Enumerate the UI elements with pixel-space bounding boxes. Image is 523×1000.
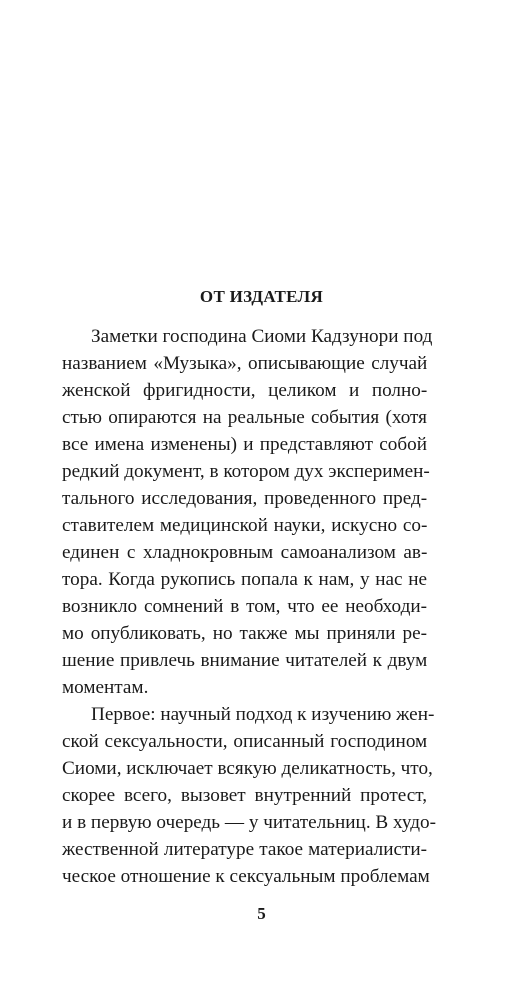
text-line: женской фригидности, целиком и полно- (62, 380, 428, 401)
text-line: тального исследования, проведенного пред- (62, 488, 428, 509)
text-line: шение привлечь внимание читателей к двум (62, 650, 428, 671)
text-line: все имена изменены) и представляют собой (62, 434, 427, 455)
text-line: скорее всего, вызовет внутренний протест, (62, 785, 427, 806)
text-line: тора. Когда рукопись попала к нам, у нас не (62, 569, 427, 590)
text-line: жественной литературе такое материалисти- (62, 839, 428, 860)
text-line: стью опираются на реальные события (хотя (62, 407, 427, 428)
text-line: единен с хладнокровным самоанализом ав- (62, 542, 428, 563)
page-number: 5 (257, 904, 266, 923)
text-line: названием «Музыка», описывающие случай (62, 353, 428, 374)
section-heading: ОТ ИЗДАТЕЛЯ (199, 287, 324, 306)
text-line: моментам. (62, 677, 149, 698)
text-line: и в первую очередь — у читательниц. В худо- (62, 812, 437, 833)
text-line: возникло сомнений в том, что ее необходи- (62, 596, 427, 617)
text-line: ческое отношение к сексуальным проблемам (62, 866, 430, 887)
text-line: мо опубликовать, но также мы приняли ре- (62, 623, 427, 644)
text-line: ской сексуальности, описанный господином (62, 731, 428, 752)
text-line: Сиоми, исключает всякую деликатность, что, (62, 758, 433, 779)
text-line: редкий документ, в котором дух эксперимен- (62, 461, 430, 482)
text-line: Заметки господина Сиоми Кадзунори под (91, 326, 433, 347)
text-line: ставителем медицинской науки, искусно со- (62, 515, 428, 536)
text-line: Первое: научный подход к изучению жен- (91, 704, 435, 725)
